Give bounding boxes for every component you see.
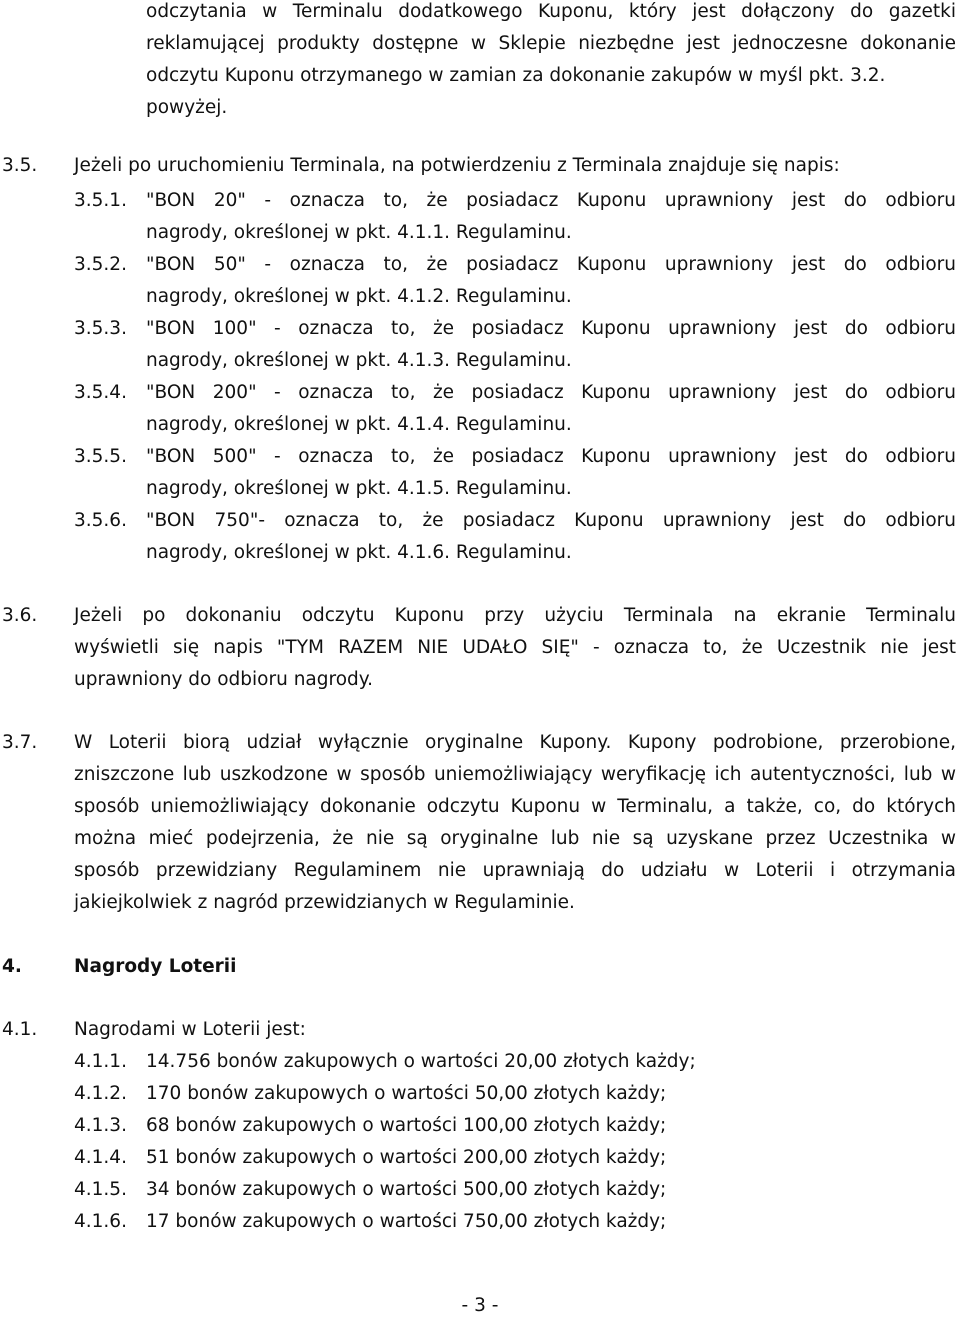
subsection-text: "BON 20" - oznacza to, że posiadacz Kuponu uprawniony jest do odbioru bbox=[146, 190, 956, 211]
prize-item-number: 4.1.4. bbox=[74, 1147, 127, 1168]
intro-line: odczytu Kuponu otrzymanego w zamian za dokonanie zakupów w myśl pkt. 3.2. bbox=[146, 65, 886, 86]
subsection-text: "BON 750"- oznacza to, że posiadacz Kuponu uprawniony jest do odbioru bbox=[146, 510, 956, 531]
prize-item-text: 34 bonów zakupowych o wartości 500,00 złotych każdy; bbox=[146, 1179, 667, 1200]
intro-line: odczytania w Terminalu dodatkowego Kuponu, który jest dołączony do gazetki bbox=[146, 1, 956, 22]
section-text: zniszczone lub uszkodzone w sposób uniemożliwiający weryfikację ich autentyczności, lub w bbox=[74, 764, 956, 785]
section-text: uprawniony do odbioru nagrody. bbox=[74, 669, 373, 690]
subsection-text: "BON 100" - oznacza to, że posiadacz Kuponu uprawniony jest do odbioru bbox=[146, 318, 956, 339]
subsection-text: nagrody, określonej w pkt. 4.1.2. Regulaminu. bbox=[146, 286, 572, 307]
subsection-text: nagrody, określonej w pkt. 4.1.5. Regulaminu. bbox=[146, 478, 572, 499]
intro-line: powyżej. bbox=[146, 97, 228, 118]
prize-item-number: 4.1.2. bbox=[74, 1083, 127, 1104]
subsection-number: 3.5.5. bbox=[74, 446, 127, 467]
subsection-text: nagrody, określonej w pkt. 4.1.6. Regulaminu. bbox=[146, 542, 572, 563]
subsection-number: 3.5.2. bbox=[74, 254, 127, 275]
section-text: wyświetli się napis "TYM RAZEM NIE UDAŁO SIĘ" - oznacza to, że Uczestnik nie jest bbox=[74, 637, 956, 658]
prize-item-text: 170 bonów zakupowych o wartości 50,00 złotych każdy; bbox=[146, 1083, 667, 1104]
section-text: sposób przewidziany Regulaminem nie uprawniają do udziału w Loterii i otrzymania bbox=[74, 860, 956, 881]
section-number: 3.5. bbox=[2, 155, 38, 176]
intro-line: reklamującej produkty dostępne w Sklepie niezbędne jest jednoczesne dokonanie bbox=[146, 33, 956, 54]
prize-item-text: 68 bonów zakupowych o wartości 100,00 złotych każdy; bbox=[146, 1115, 667, 1136]
prize-item-number: 4.1.1. bbox=[74, 1051, 127, 1072]
prize-item-text: 51 bonów zakupowych o wartości 200,00 złotych każdy; bbox=[146, 1147, 667, 1168]
subsection-text: "BON 50" - oznacza to, że posiadacz Kuponu uprawniony jest do odbioru bbox=[146, 254, 956, 275]
prize-item-number: 4.1.5. bbox=[74, 1179, 127, 1200]
prize-item-number: 4.1.6. bbox=[74, 1211, 127, 1232]
section-number: 3.6. bbox=[2, 605, 38, 626]
section-text: sposób uniemożliwiający dokonanie odczytu Kuponu w Terminalu, a także, co, do których bbox=[74, 796, 956, 817]
section-heading: Nagrody Loterii bbox=[74, 956, 237, 977]
subsection-text: nagrody, określonej w pkt. 4.1.3. Regulaminu. bbox=[146, 350, 572, 371]
section-text: można mieć podejrzenia, że nie są oryginalne lub nie są uzyskane przez Uczestnika w bbox=[74, 828, 956, 849]
section-text: W Loterii biorą udział wyłącznie oryginalne Kupony. Kupony podrobione, przerobione, bbox=[74, 732, 956, 753]
section-text: Nagrodami w Loterii jest: bbox=[74, 1019, 306, 1040]
subsection-number: 3.5.6. bbox=[74, 510, 127, 531]
prize-item-text: 14.756 bonów zakupowych o wartości 20,00 złotych każdy; bbox=[146, 1051, 696, 1072]
section-number: 4.1. bbox=[2, 1019, 38, 1040]
subsection-number: 3.5.4. bbox=[74, 382, 127, 403]
page-number: - 3 - bbox=[461, 1295, 499, 1316]
prize-item-number: 4.1.3. bbox=[74, 1115, 127, 1136]
subsection-text: nagrody, określonej w pkt. 4.1.4. Regulaminu. bbox=[146, 414, 572, 435]
subsection-number: 3.5.3. bbox=[74, 318, 127, 339]
section-text: jakiejkolwiek z nagród przewidzianych w Regulaminie. bbox=[74, 892, 575, 913]
prize-item-text: 17 bonów zakupowych o wartości 750,00 złotych każdy; bbox=[146, 1211, 667, 1232]
subsection-text: "BON 500" - oznacza to, że posiadacz Kuponu uprawniony jest do odbioru bbox=[146, 446, 956, 467]
section-text: Jeżeli po dokonaniu odczytu Kuponu przy użyciu Terminala na ekranie Terminalu bbox=[74, 605, 956, 626]
section-number: 3.7. bbox=[2, 732, 38, 753]
subsection-text: nagrody, określonej w pkt. 4.1.1. Regulaminu. bbox=[146, 222, 572, 243]
subsection-number: 3.5.1. bbox=[74, 190, 127, 211]
subsection-text: "BON 200" - oznacza to, że posiadacz Kuponu uprawniony jest do odbioru bbox=[146, 382, 956, 403]
section-heading-number: 4. bbox=[2, 956, 22, 977]
section-text: Jeżeli po uruchomieniu Terminala, na potwierdzeniu z Terminala znajduje się napis: bbox=[74, 155, 840, 176]
